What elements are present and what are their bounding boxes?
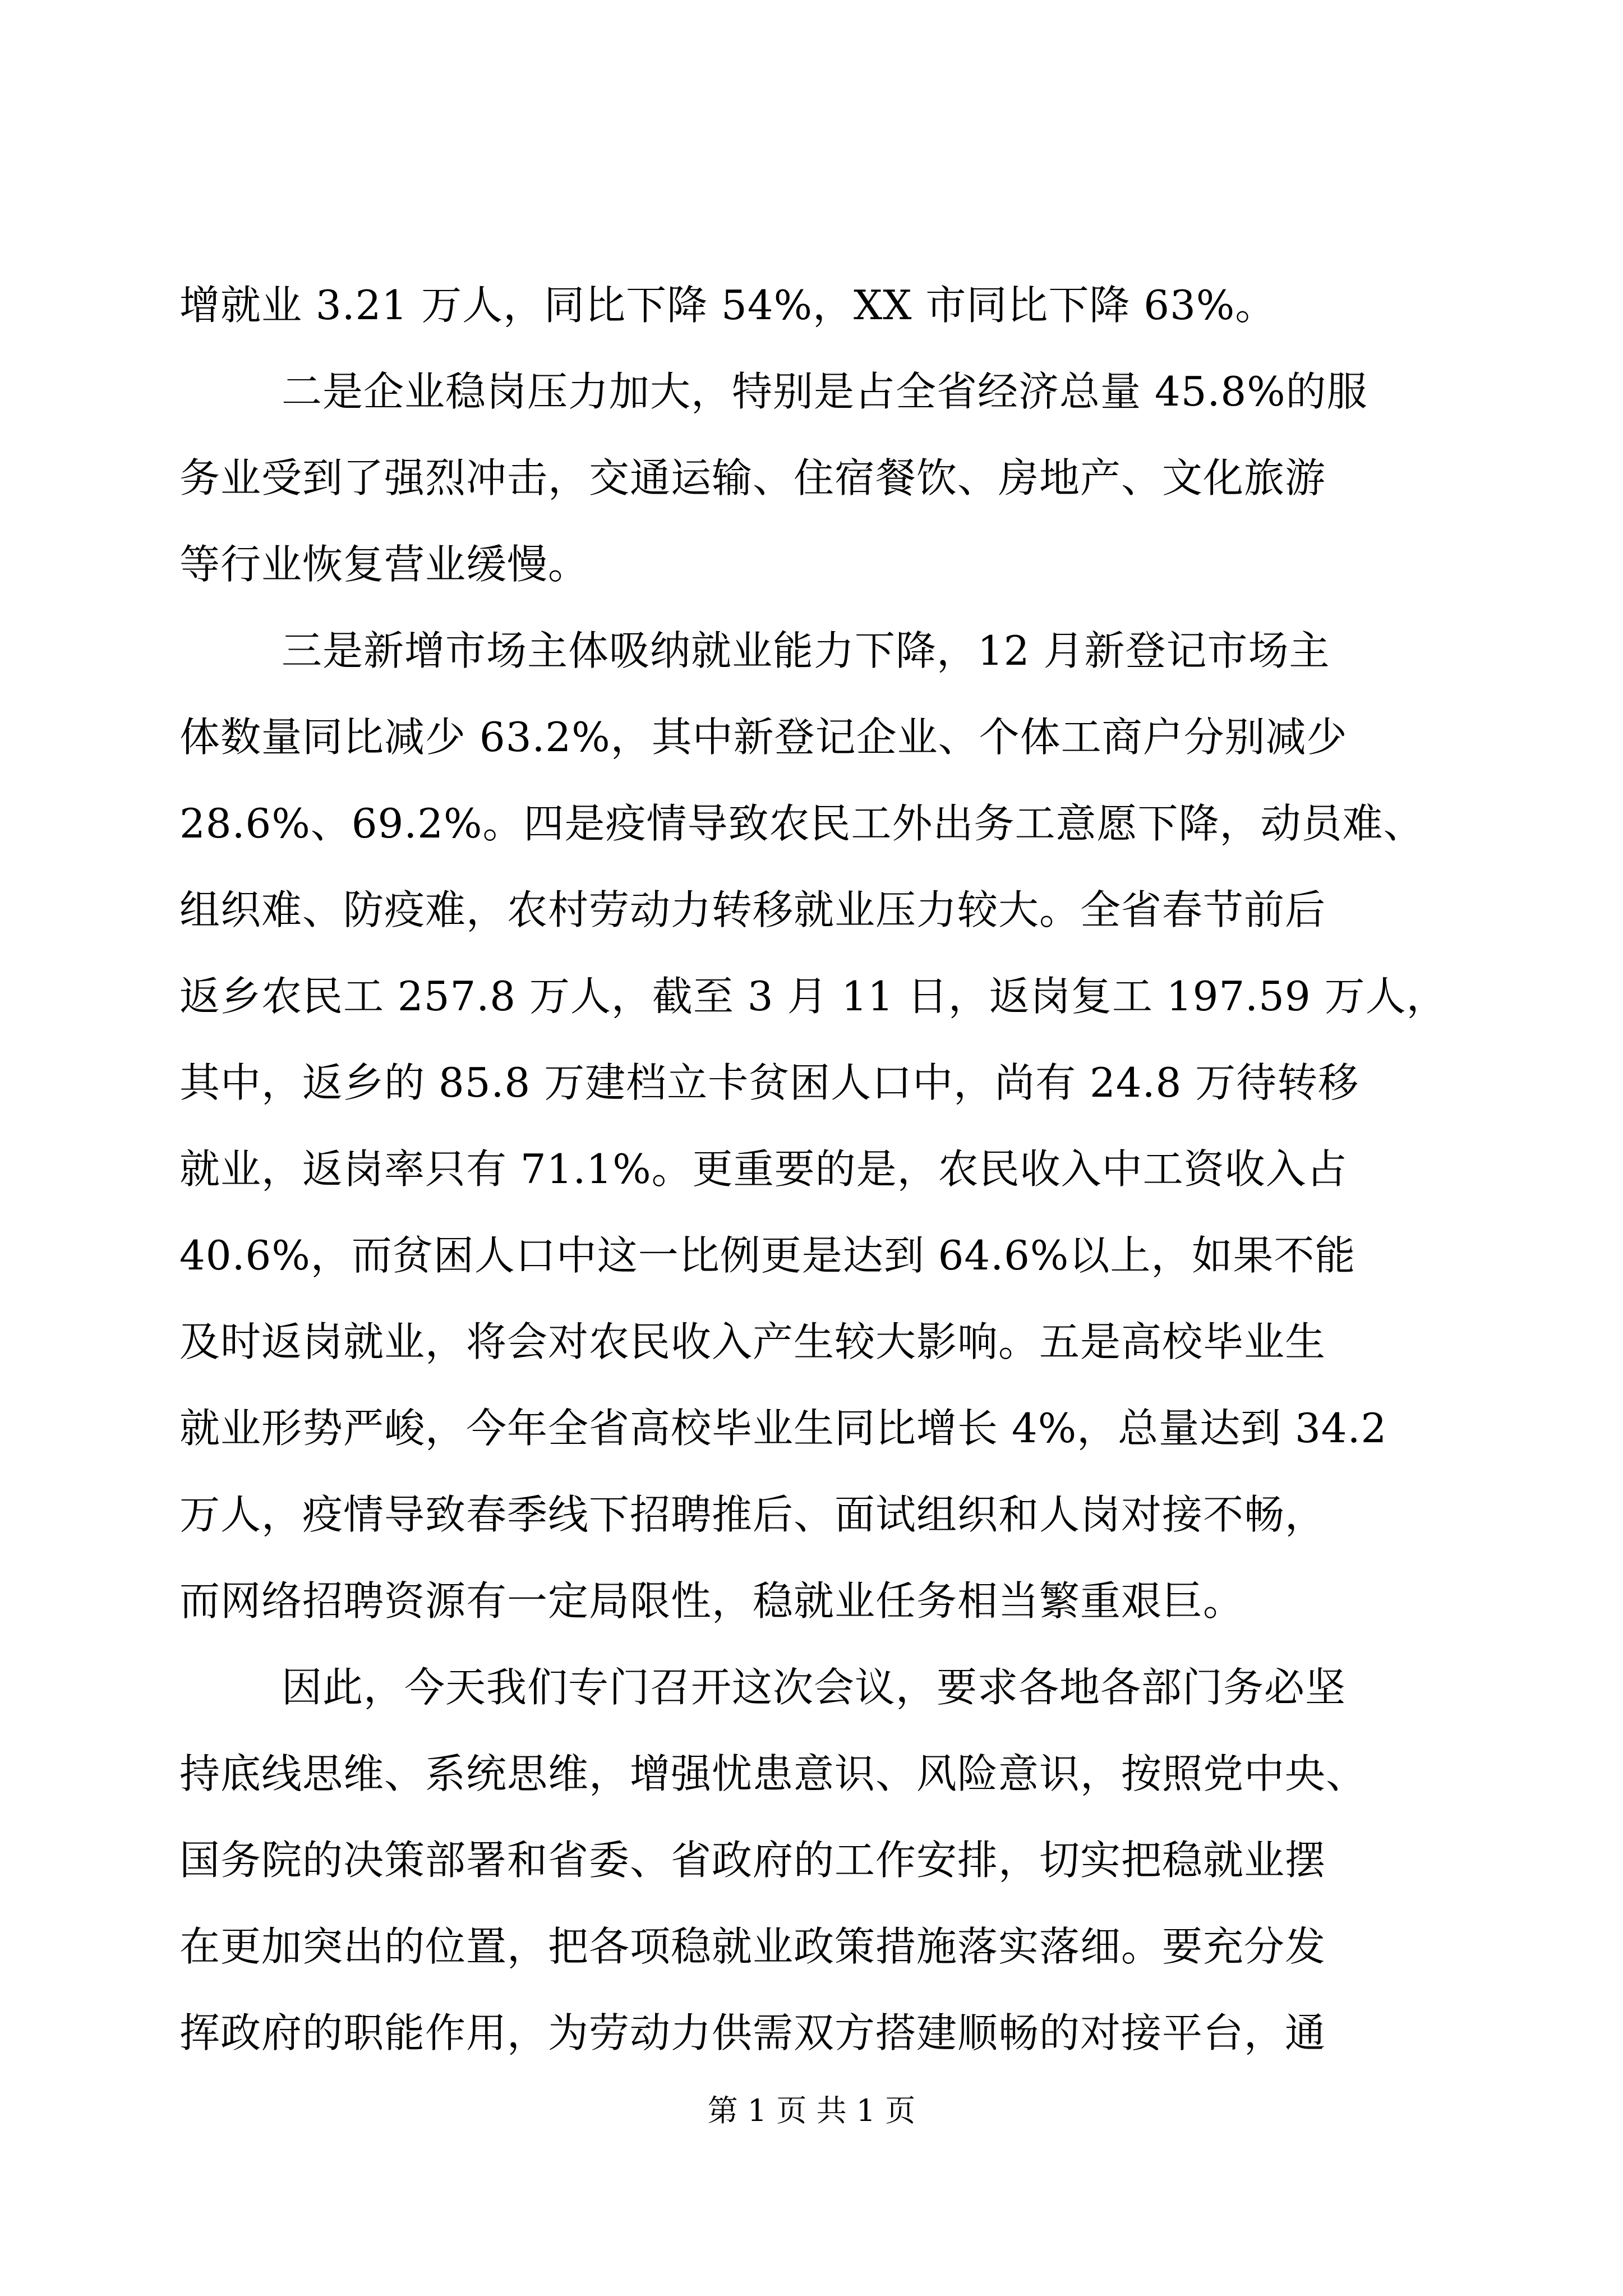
paragraph-first-line: 因此，今天我们专门召开这次会议，要求各地各部门务必坚 xyxy=(282,1664,1347,1711)
body-line: 其中，返乡的 85.8 万建档立卡贫困人口中，尚有 24.8 万待转移 xyxy=(179,1059,1359,1106)
body-line: 务业受到了强烈冲击，交通运输、住宿餐饮、房地产、文化旅游 xyxy=(179,454,1326,501)
body-line: 而网络招聘资源有一定局限性，稳就业任务相当繁重艰巨。 xyxy=(179,1577,1244,1625)
page-footer: 第 1 页 共 1 页 xyxy=(707,2093,916,2128)
body-line: 国务院的决策部署和省委、省政府的工作安排，切实把稳就业摆 xyxy=(179,1837,1326,1884)
paragraph-first-line: 三是新增市场主体吸纳就业能力下降，12 月新登记市场主 xyxy=(282,627,1330,674)
body-line: 组织难、防疫难，农村劳动力转移就业压力较大。全省春节前后 xyxy=(179,886,1326,933)
body-line: 返乡农民工 257.8 万人，截至 3 月 11 日，返岗复工 197.59 万人， xyxy=(179,973,1447,1020)
body-line: 体数量同比减少 63.2%，其中新登记企业、个体工商户分别减少 xyxy=(179,714,1348,761)
body-line: 及时返岗就业，将会对农民收入产生较大影响。五是高校毕业生 xyxy=(179,1318,1326,1365)
body-line: 在更加突出的位置，把各项稳就业政策措施落实落细。要充分发 xyxy=(179,1923,1326,1970)
paragraph-first-line: 二是企业稳岗压力加大，特别是占全省经济总量 45.8%的服 xyxy=(282,368,1368,415)
body-line: 挥政府的职能作用，为劳动力供需双方搭建顺畅的对接平台，通 xyxy=(179,2009,1326,2056)
body-line: 40.6%，而贫困人口中这一比例更是达到 64.6%以上，如果不能 xyxy=(179,1232,1356,1279)
body-line: 持底线思维、系统思维，增强忧患意识、风险意识，按照党中央、 xyxy=(179,1750,1367,1797)
body-line: 28.6%、69.2%。四是疫情导致农民工外出务工意愿下降，动员难、 xyxy=(179,800,1424,847)
body-line: 就业，返岗率只有 71.1%。更重要的是，农民收入中工资收入占 xyxy=(179,1145,1348,1193)
body-line: 万人，疫情导致春季线下招聘推后、面试组织和人岗对接不畅， xyxy=(179,1491,1326,1538)
body-line: 等行业恢复营业缓慢。 xyxy=(179,541,589,588)
body-line: 就业形势严峻，今年全省高校毕业生同比增长 4%，总量达到 34.2 xyxy=(179,1405,1387,1452)
body-line: 增就业 3.21 万人，同比下降 54%，XX 市同比下降 63%。 xyxy=(179,282,1276,329)
